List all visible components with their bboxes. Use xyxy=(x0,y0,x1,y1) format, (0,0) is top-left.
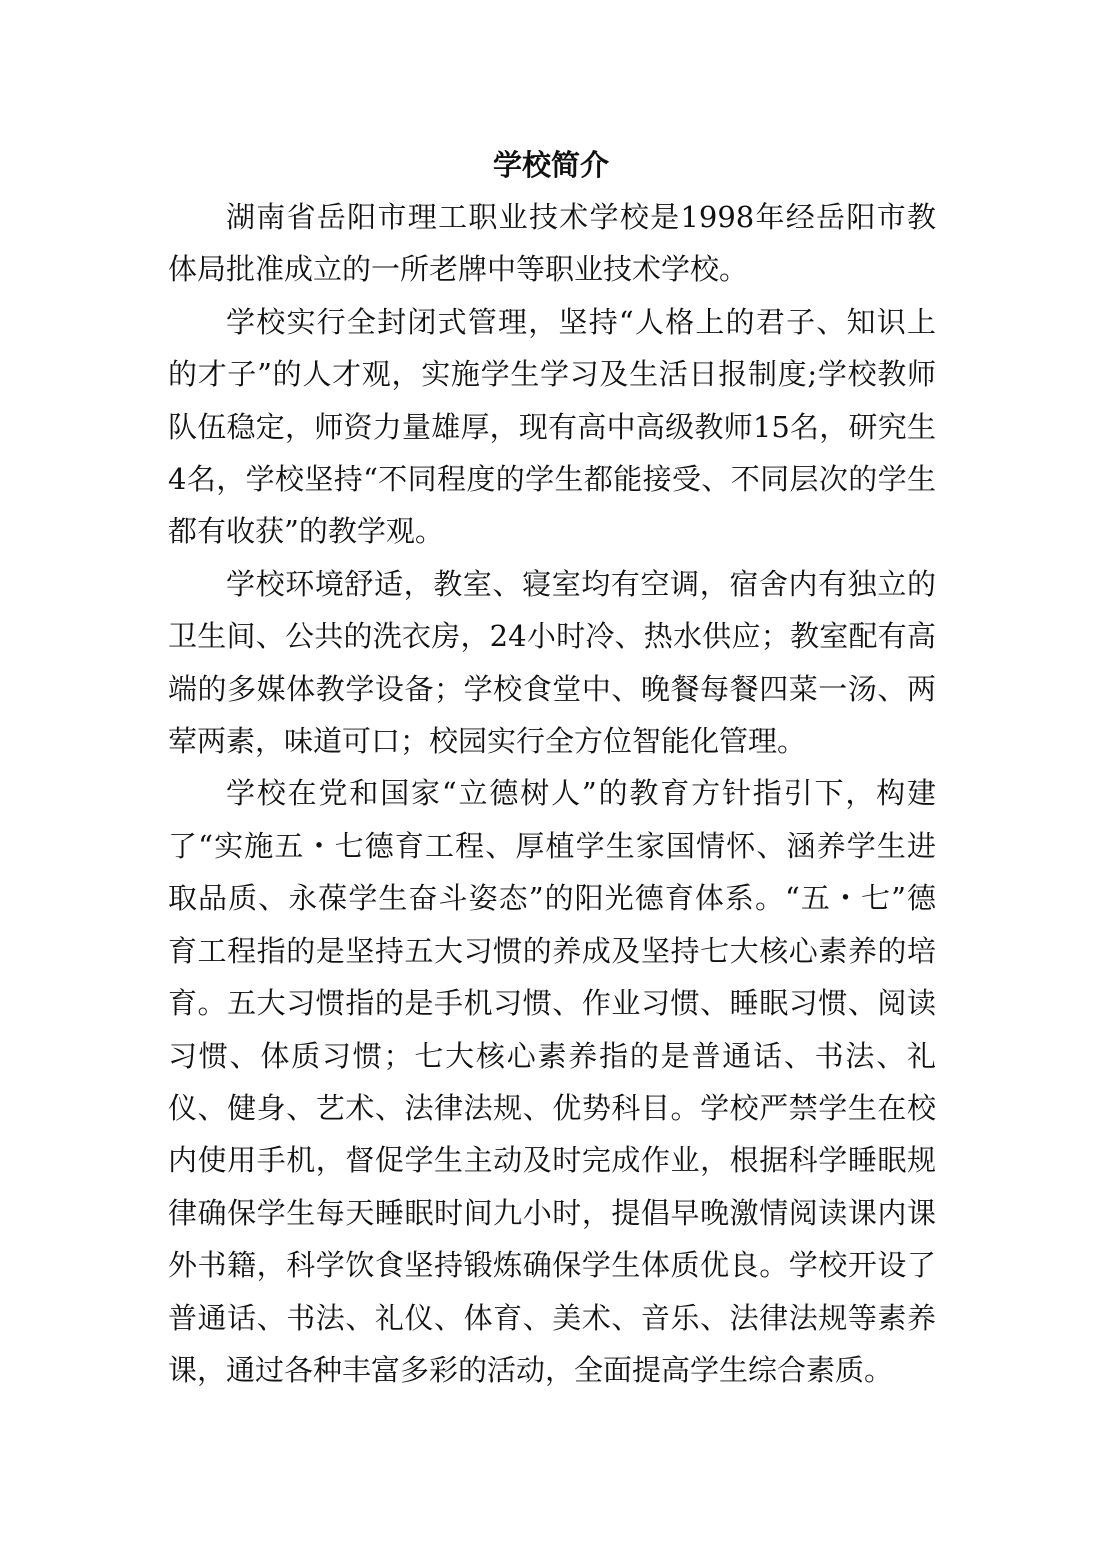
paragraph-4: 学校在党和国家“立德树人”的教育方针指引下，构建了“实施五・七德育工程、厚植学生家国情怀、涵养学生进取品质、永葆学生奋斗姿态”的阳光德育体系。“五・七”德育工程指的是坚持五大习惯的养成及坚持七大核心素养的培育。五大习惯指的是手机习惯、作业习惯、睡眠习惯、阅读习惯、体质习惯；七大核心素养指的是普通话、书法、礼仪、健身、艺术、法律法规、优势科目。学校严禁学生在校内使用手机，督促学生主动及时完成作业，根据科学睡眠规律确保学生每天睡眠时间九小时，提倡早晚激情阅读课内课外书籍，科学饮食坚持锻炼确保学生体质优良。学校开设了普通话、书法、礼仪、体育、美术、音乐、法律法规等素养课，通过各种丰富多彩的活动，全面提高学生综合素质。 xyxy=(168,776,936,1387)
document-body xyxy=(168,191,936,1396)
document-title: 学校简介 xyxy=(492,148,609,182)
paragraph-1: 湖南省岳阳市理工职业技术学校是1998年经岳阳市教体局批准成立的一所老牌中等职业技术学校。 xyxy=(168,200,936,287)
paragraph-3: 学校环境舒适，教室、寝室均有空调，宿舍内有独立的卫生间、公共的洗衣房，24小时冷、热水供应；教室配有高端的多媒体教学设备；学校食堂中、晚餐每餐四菜一汤、两荤两素，味道可口；校园实行全方位智能化管理。 xyxy=(168,566,936,759)
paragraph-2: 学校实行全封闭式管理，坚持“人格上的君子、知识上的才子”的人才观，实施学生学习及生活日报制度;学校教师队伍稳定，师资力量雄厚，现有高中高级教师15名，研究生4名，学校坚持“不同程度的学生都能接受、不同层次的学生都有收获”的教学观。 xyxy=(168,304,936,549)
